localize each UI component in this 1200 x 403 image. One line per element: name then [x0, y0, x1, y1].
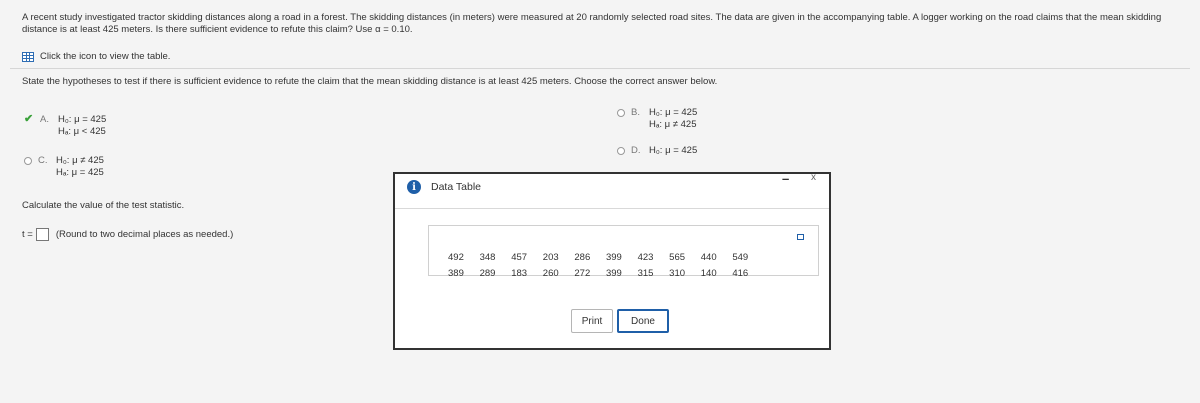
close-icon[interactable]: x	[811, 172, 816, 183]
info-icon: i	[407, 180, 421, 194]
answer-row	[22, 228, 233, 241]
dialog-divider	[395, 208, 829, 209]
statistic-question: Calculate the value of the test statistic.	[22, 200, 185, 211]
dialog-title-bar	[407, 180, 481, 194]
data-cell: 549	[732, 252, 749, 263]
data-cell: 289	[479, 268, 496, 279]
answer-hint: (Round to two decimal places as needed.)	[55, 229, 234, 240]
option-c-h0: H₀: μ ≠ 425	[56, 155, 104, 166]
view-table-link[interactable]	[22, 51, 170, 62]
data-cell: 457	[511, 252, 528, 263]
data-cell: 565	[669, 252, 686, 263]
data-cell: 348	[479, 252, 496, 263]
option-d-radio[interactable]	[617, 147, 625, 155]
data-cell: 260	[542, 268, 559, 279]
option-c[interactable]	[24, 155, 104, 179]
data-cell: 203	[542, 252, 559, 263]
data-cell: 315	[637, 268, 654, 279]
data-cell: 183	[511, 268, 528, 279]
option-a-h0: H₀: μ = 425	[58, 114, 107, 125]
data-cell: 492	[448, 252, 464, 263]
data-cell: 440	[700, 252, 717, 263]
data-row-1	[448, 252, 764, 263]
option-b-ha: Hₐ: μ ≠ 425	[649, 119, 697, 130]
option-c-ha: Hₐ: μ = 425	[56, 167, 104, 178]
option-a-letter: A.	[40, 114, 49, 125]
minimize-icon[interactable]: –	[782, 171, 790, 186]
option-a-ha: Hₐ: μ < 425	[58, 126, 106, 137]
option-d-letter: D.	[631, 145, 641, 156]
data-cell: 272	[574, 268, 591, 279]
data-cell: 389	[448, 268, 464, 279]
data-cell: 416	[732, 268, 749, 279]
print-button[interactable]: Print	[571, 309, 613, 333]
table-icon[interactable]	[22, 52, 34, 62]
option-c-radio[interactable]	[24, 157, 32, 165]
data-table-panel	[428, 225, 819, 279]
hypotheses-question: State the hypotheses to test if there is sufficient evidence to refute the claim that the mean skidding distance is at least 425 meters. Choose the correct answer below.	[22, 76, 718, 87]
data-table-dialog	[393, 172, 831, 350]
data-cell: 399	[605, 268, 622, 279]
answer-prefix: t =	[22, 229, 33, 240]
section-divider	[10, 68, 1190, 69]
data-cell: 140	[700, 268, 717, 279]
option-b-h0: H₀: μ = 425	[649, 107, 698, 118]
view-table-label[interactable]: Click the icon to view the table.	[40, 51, 171, 62]
option-b-radio[interactable]	[617, 109, 625, 117]
done-button[interactable]: Done	[617, 309, 669, 333]
option-b-letter: B.	[631, 107, 640, 118]
data-cell: 310	[669, 268, 686, 279]
t-statistic-input[interactable]	[36, 228, 49, 241]
option-d[interactable]	[617, 145, 697, 157]
problem-text: A recent study investigated tractor skidding distances along a road in a forest. The skidding distances (in meters) were measured at 20 randomly selected road sites. The data are given in the accompanying table. A logger working on the road claims that the mean skidding distance is at least 425 meters. Is there sufficient evidence to refute this claim? Use α = 0.10.	[22, 12, 1162, 35]
copy-icon[interactable]	[797, 234, 804, 240]
data-cell: 286	[574, 252, 591, 263]
option-a[interactable]	[24, 114, 106, 138]
check-icon: ✔	[24, 113, 34, 125]
data-cell: 399	[605, 252, 622, 263]
data-cell: 423	[637, 252, 654, 263]
option-b[interactable]	[617, 107, 697, 131]
data-row-2	[448, 268, 764, 279]
dialog-title: Data Table	[431, 181, 482, 193]
option-d-h0: H₀: μ = 425	[649, 145, 698, 156]
option-c-letter: C.	[38, 155, 48, 166]
